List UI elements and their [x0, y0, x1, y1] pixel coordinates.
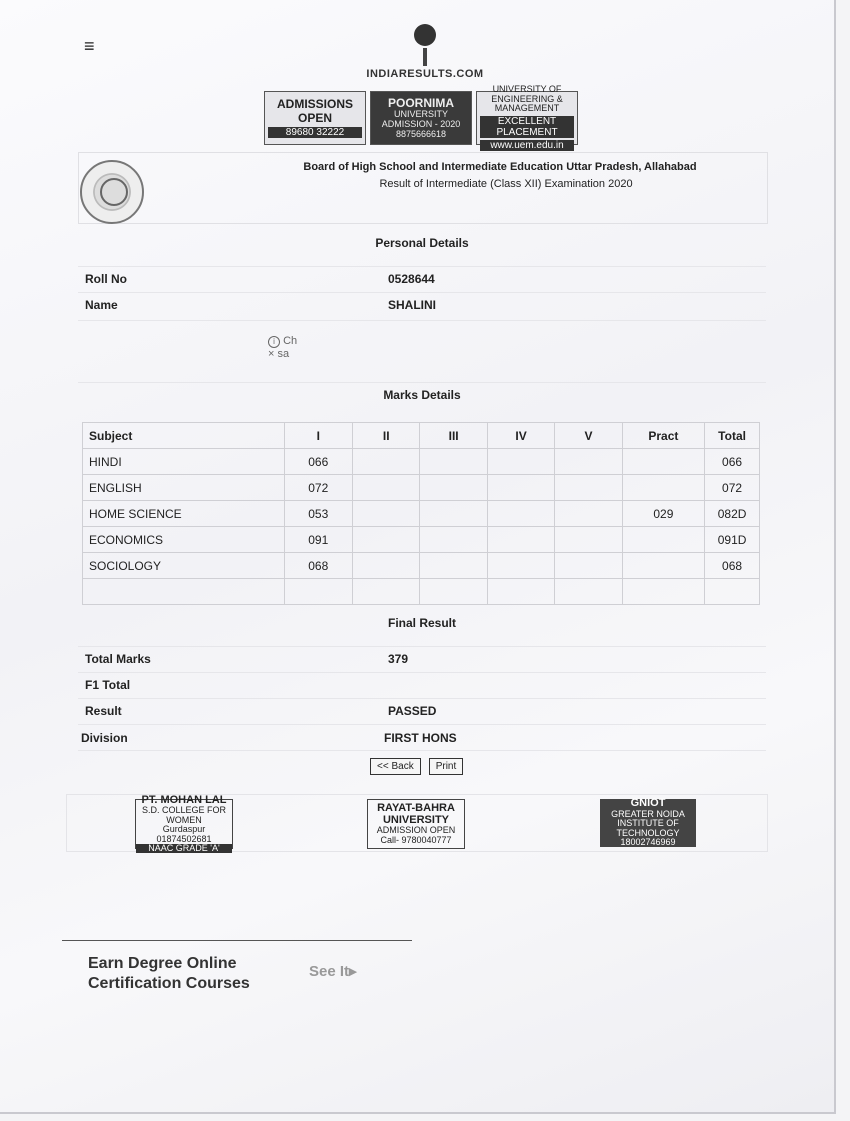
- marks-cell: [353, 579, 420, 605]
- ad-line: PT. MOHAN LAL: [141, 793, 227, 806]
- ad-line: ADMISSION - 2020: [381, 118, 461, 129]
- back-button[interactable]: << Back: [370, 758, 421, 775]
- brand-logo-icon: [414, 24, 436, 46]
- col-header: Total: [705, 423, 760, 449]
- marks-cell: [487, 527, 554, 553]
- ad-line: OPEN: [297, 110, 332, 125]
- marks-cell: [555, 449, 622, 475]
- top-ad-strip: [264, 83, 578, 152]
- ad-choices-widget[interactable]: [268, 335, 300, 373]
- col-header: II: [353, 423, 420, 449]
- ad-line: UNIVERSITY: [382, 813, 449, 826]
- marks-cell: [353, 553, 420, 579]
- marks-cell: 091: [284, 527, 353, 553]
- ad-line: GREATER NOIDA: [611, 808, 685, 819]
- marks-cell: [622, 579, 704, 605]
- ad-choices-text: sa: [277, 348, 290, 360]
- table-row: [83, 527, 760, 553]
- division-value: FIRST HONS: [384, 731, 457, 745]
- bottom-ad-strip: [66, 794, 768, 852]
- divider: [78, 672, 766, 673]
- marks-cell: [555, 579, 622, 605]
- marks-cell: [284, 579, 353, 605]
- marks-cell: 066: [705, 449, 760, 475]
- divider: [78, 320, 766, 321]
- marks-cell: [420, 501, 487, 527]
- ad-title: POORNIMA: [388, 95, 454, 110]
- subject-cell: HOME SCIENCE: [83, 501, 285, 527]
- total-marks-label: Total Marks: [85, 652, 151, 666]
- personal-details-heading: Personal Details: [375, 236, 469, 250]
- col-header: Subject: [83, 423, 285, 449]
- marks-cell: [420, 475, 487, 501]
- divider: [78, 292, 766, 293]
- divider: [78, 698, 766, 699]
- marks-cell: 053: [284, 501, 353, 527]
- name-value: SHALINI: [388, 298, 436, 312]
- promo-line: Certification Courses: [88, 975, 250, 992]
- action-buttons: [370, 758, 463, 775]
- col-header: V: [555, 423, 622, 449]
- ad-line: ADMISSIONS: [276, 97, 353, 112]
- hamburger-menu-icon[interactable]: ≡: [84, 36, 95, 56]
- marks-cell: 072: [284, 475, 353, 501]
- name-label: Name: [85, 298, 118, 312]
- close-icon[interactable]: ×: [268, 348, 275, 360]
- ad-pt-mohan-lal[interactable]: [135, 793, 233, 853]
- ad-phone: 8875666618: [395, 128, 447, 139]
- divider: [78, 724, 766, 725]
- ad-line: UNIVERSITY OF: [492, 83, 562, 94]
- roll-label: Roll No: [85, 272, 127, 286]
- divider: [78, 382, 766, 383]
- ad-admissions-open[interactable]: [264, 91, 366, 145]
- marks-cell: [420, 579, 487, 605]
- ad-line: Call- 9780040777: [380, 834, 452, 845]
- divider: [78, 750, 766, 751]
- col-header: Pract: [622, 423, 704, 449]
- ad-strip: EXCELLENT PLACEMENT: [480, 116, 574, 138]
- marks-cell: 072: [705, 475, 760, 501]
- see-it-label: See It: [309, 963, 350, 980]
- subject-cell: [83, 579, 285, 605]
- marks-cell: 068: [284, 553, 353, 579]
- marks-cell: [420, 553, 487, 579]
- ad-rayat-bahra[interactable]: [367, 799, 465, 849]
- site-brand[interactable]: [0, 24, 850, 80]
- ad-line: RAYAT-BAHRA: [377, 802, 455, 815]
- table-row: [83, 553, 760, 579]
- marks-cell: [705, 579, 760, 605]
- result-value: PASSED: [388, 704, 437, 718]
- table-header-row: [83, 423, 760, 449]
- ad-line: GNIOT: [630, 797, 666, 810]
- f1-total-label: F1 Total: [85, 678, 131, 692]
- marks-cell: [555, 527, 622, 553]
- ad-line: INSTITUTE OF TECHNOLOGY: [616, 818, 680, 838]
- table-row: [83, 579, 760, 605]
- subject-cell: ENGLISH: [83, 475, 285, 501]
- divider: [78, 646, 766, 647]
- exam-title: Result of Intermediate (Class XII) Examination 2020: [379, 178, 633, 190]
- marks-cell: [622, 449, 704, 475]
- marks-cell: 068: [705, 553, 760, 579]
- table-row: [83, 449, 760, 475]
- marks-cell: [555, 475, 622, 501]
- ad-line: 18002746969: [620, 837, 676, 848]
- divider: [78, 266, 766, 267]
- promo-line: Earn Degree Online: [88, 955, 237, 972]
- marks-cell: 066: [284, 449, 353, 475]
- result-label: Result: [85, 704, 122, 718]
- marks-cell: [555, 553, 622, 579]
- marks-cell: [353, 475, 420, 501]
- subject-cell: ECONOMICS: [83, 527, 285, 553]
- brand-logo-stem: [423, 48, 427, 66]
- marks-table: [82, 422, 760, 605]
- ad-line: UNIVERSITY: [393, 108, 448, 119]
- chevron-right-icon: ▸: [349, 963, 357, 980]
- print-button[interactable]: Print: [429, 758, 464, 775]
- marks-cell: 082D: [705, 501, 760, 527]
- marks-cell: [353, 449, 420, 475]
- subject-cell: SOCIOLOGY: [83, 553, 285, 579]
- marks-cell: 029: [622, 501, 704, 527]
- roll-value: 0528644: [388, 272, 435, 286]
- col-header: III: [420, 423, 487, 449]
- ad-line: ENGINEERING &: [491, 93, 563, 104]
- marks-cell: [555, 501, 622, 527]
- final-result-heading: Final Result: [387, 616, 456, 630]
- marks-cell: 091D: [705, 527, 760, 553]
- ad-gniot[interactable]: [600, 799, 696, 847]
- col-header: IV: [487, 423, 554, 449]
- table-row: [83, 475, 760, 501]
- ad-url: www.uem.edu.in: [480, 140, 574, 151]
- board-seal-icon: [80, 160, 144, 224]
- col-header: I: [284, 423, 353, 449]
- ad-line: Gurdaspur 01874502681: [156, 824, 212, 844]
- marks-cell: [487, 475, 554, 501]
- ad-uem[interactable]: [476, 83, 578, 152]
- info-icon[interactable]: i: [268, 336, 280, 348]
- brand-name: INDIARESULTS.COM: [366, 68, 484, 80]
- ad-phone: 89680 32222: [268, 127, 362, 138]
- marks-cell: [487, 579, 554, 605]
- ad-line: ADMISSION OPEN: [376, 825, 456, 836]
- marks-cell: [353, 501, 420, 527]
- division-label: Division: [81, 731, 128, 745]
- subject-cell: HINDI: [83, 449, 285, 475]
- see-it-link[interactable]: [309, 962, 357, 980]
- marks-cell: [487, 501, 554, 527]
- promo-text[interactable]: [88, 954, 250, 994]
- marks-cell: [353, 527, 420, 553]
- marks-cell: [487, 553, 554, 579]
- marks-cell: [622, 475, 704, 501]
- ad-line: MANAGEMENT: [494, 103, 560, 114]
- ad-line: S.D. COLLEGE FOR WOMEN: [141, 805, 227, 825]
- marks-details-heading: Marks Details: [383, 388, 461, 402]
- table-row: [83, 501, 760, 527]
- marks-cell: [622, 527, 704, 553]
- marks-cell: [420, 527, 487, 553]
- ad-poornima-university[interactable]: [370, 91, 472, 145]
- marks-cell: [420, 449, 487, 475]
- board-title: Board of High School and Intermediate Education Uttar Pradesh, Allahabad: [303, 161, 697, 173]
- ad-line: NAAC GRADE 'A': [136, 844, 232, 853]
- total-marks-value: 379: [388, 652, 409, 666]
- marks-cell: [622, 553, 704, 579]
- divider: [62, 940, 412, 941]
- ad-choices-text: Ch: [283, 335, 298, 347]
- marks-cell: [487, 449, 554, 475]
